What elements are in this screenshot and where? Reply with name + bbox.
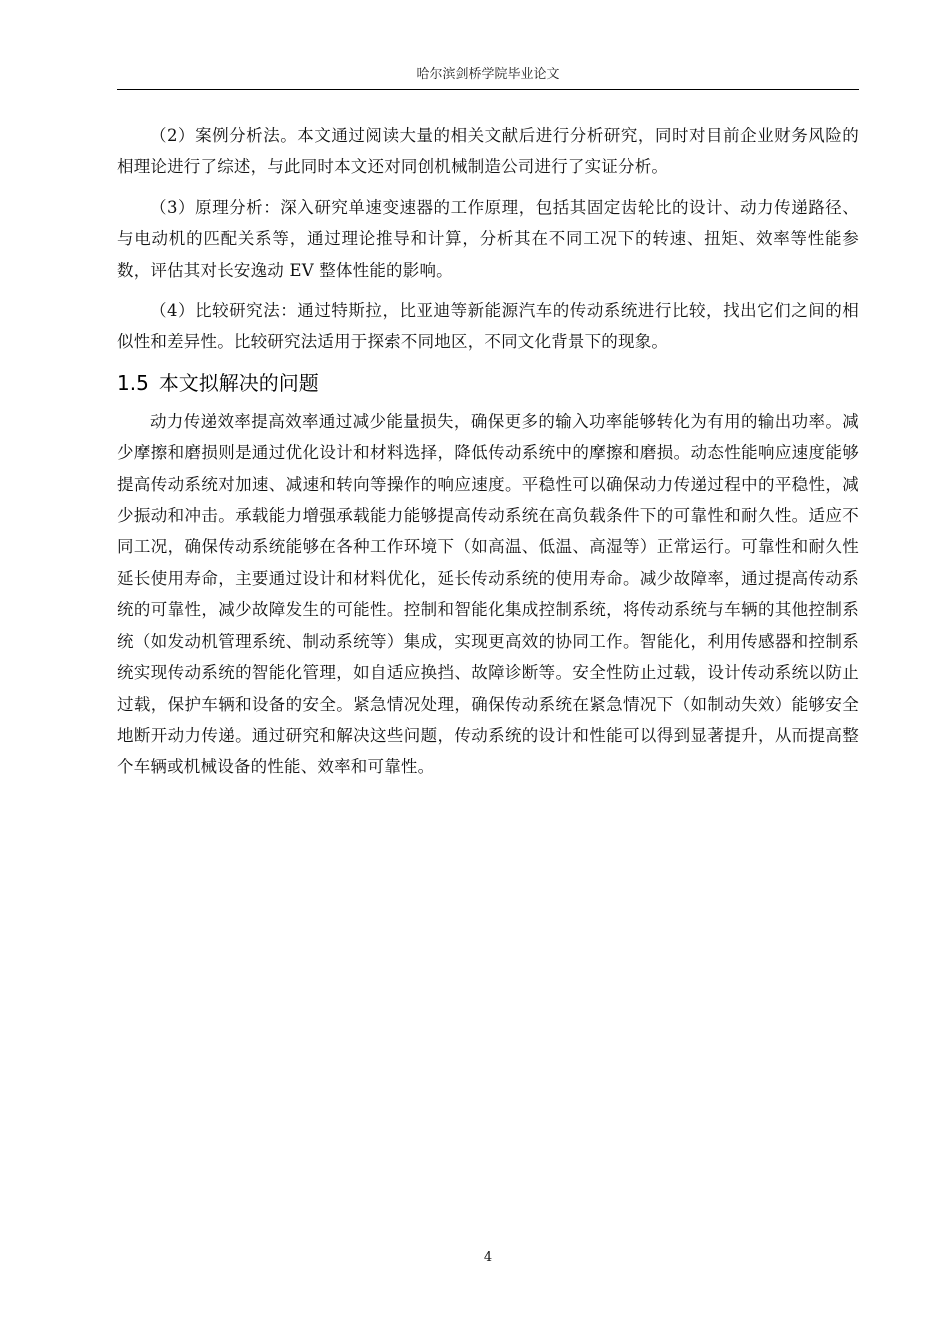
section-title: 本文拟解决的问题 [158,370,319,395]
page-number: 4 [483,1250,493,1265]
section-number: 1.5 [117,370,149,395]
page-header-title: 哈尔滨剑桥学院毕业论文 [416,67,560,82]
paragraph-principle-analysis: （3）原理分析：深入研究单速变速器的工作原理，包括其固定齿轮比的设计、动力传递路径、与电动机的匹配关系等，通过理论推导和计算，分析其在不同工况下的转速、扭矩、效率等性能参数，评估其对长安逸动 EV 整体性能的影响。 [117,197,859,280]
paragraph-case-analysis: （2）案例分析法。本文通过阅读大量的相关文献后进行分析研究，同时对目前企业财务风险的相理论进行了综述，与此同时本文还对同创机械制造公司进行了实证分析。 [117,126,859,177]
paragraph-comparative-research: （4）比较研究法：通过特斯拉，比亚迪等新能源汽车的传动系统进行比较，找出它们之间的相似性和差异性。比较研究法适用于探索不同地区，不同文化背景下的现象。 [117,301,859,352]
section-body-paragraph: 动力传递效率提高效率通过减少能量损失，确保更多的输入功率能够转化为有用的输出功率。减少摩擦和磨损则是通过优化设计和材料选择，降低传动系统中的摩擦和磨损。动态性能响应速度能够提高传动系统对加速、减速和转向等操作的响应速度。平稳性可以确保动力传递过程中的平稳性，减少振动和冲击。承载能力增强承载能力能够提高传动系统在高负载条件下的可靠性和耐久性。适应不同工况，确保传动系统能够在各种工作环境下（如高温、低温、高湿等）正常运行。可靠性和耐久性延长使用寿命，主要通过设计和材料优化，延长传动系统的使用寿命。减少故障率，通过提高传动系统的可靠性，减少故障发生的可能性。控制和智能化集成控制系统，将传动系统与车辆的其他控制系统（如发动机管理系统、制动系统等）集成，实现更高效的协同工作。智能化，利用传感器和控制系统实现传动系统的智能化管理，如自适应换挡、故障诊断等。安全性防止过载，设计传动系统以防止过载，保护车辆和设备的安全。紧急情况处理，确保传动系统在紧急情况下（如制动失效）能够安全地断开动力传递。通过研究和解决这些问题，传动系统的设计和性能可以得到显著提升，从而提高整个车辆或机械设备的性能、效率和可靠性。 [117,411,859,777]
document-body [117,120,859,783]
section-heading [117,368,859,398]
header-divider [117,89,859,90]
